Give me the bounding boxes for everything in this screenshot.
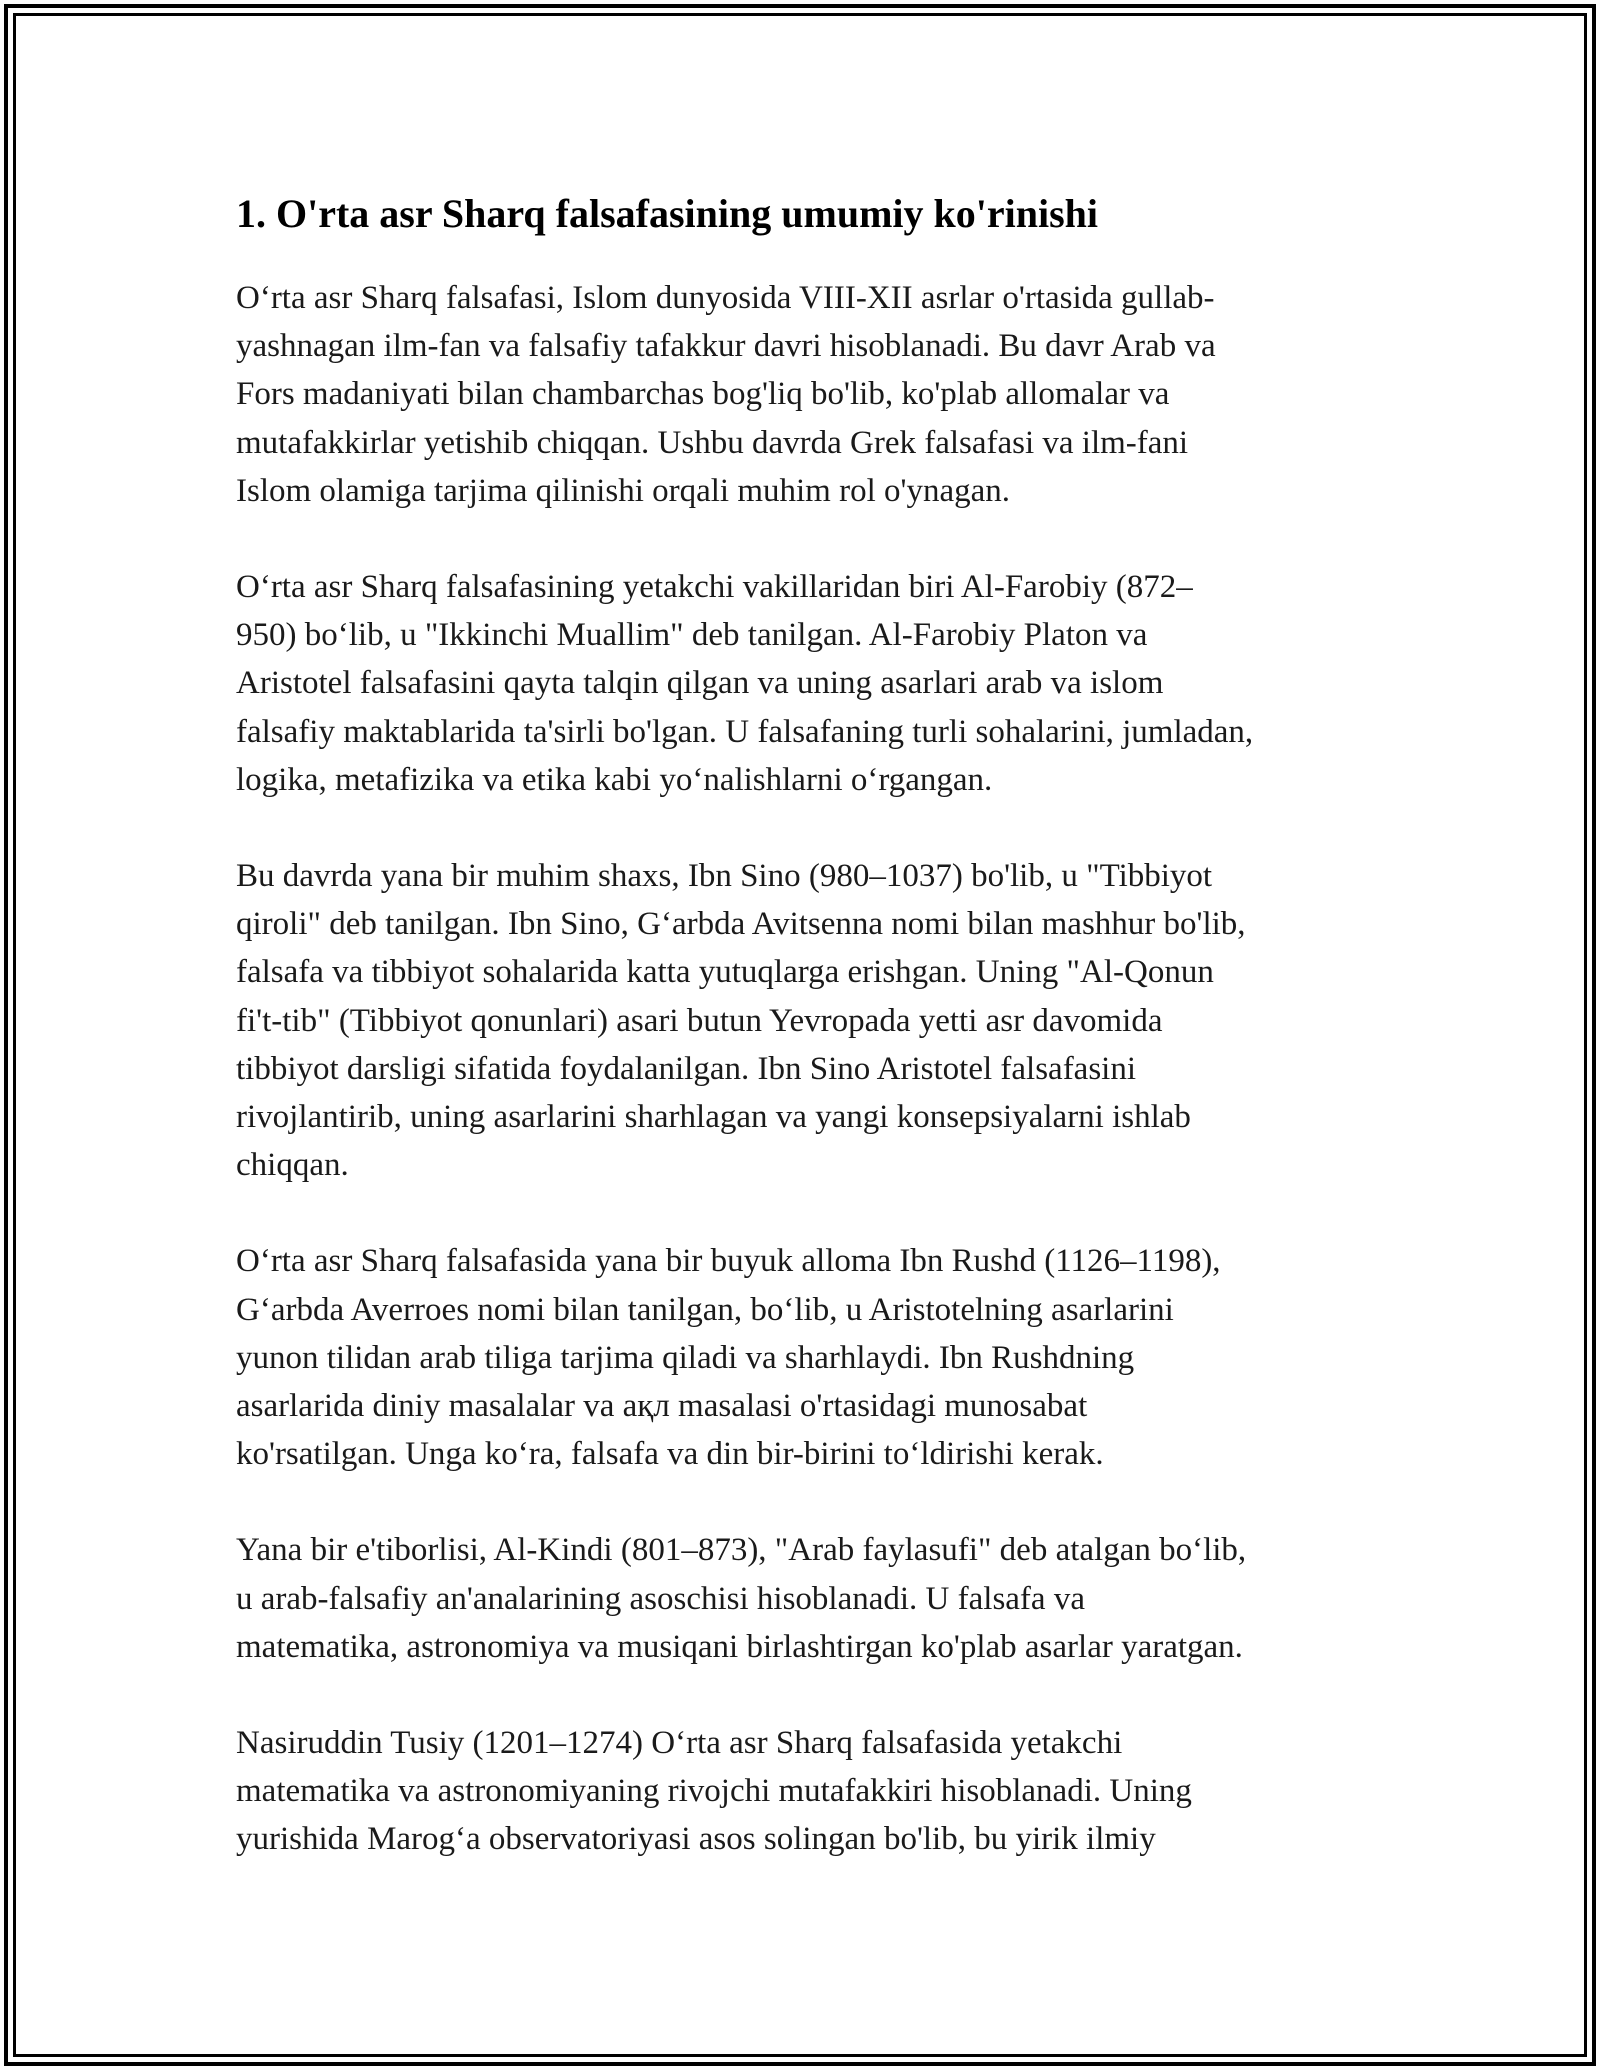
paragraph-ibn-sino [236,852,1366,1189]
paragraph-ibn-rushd [236,1237,1366,1478]
text-line: falsafa va tibbiyot sohalarida katta yutuqlarga erishgan. Uning "Al-Qonun [236,954,1214,991]
text-line: O‘rta asr Sharq falsafasi, Islom dunyosida VIII-XII asrlar o'rtasida gullab- [236,280,1215,316]
text-line: Nasiruddin Tusiy (1201–1274) O‘rta asr Sharq falsafasida yetakchi [236,1725,1123,1762]
text-line: matematika va astronomiyaning rivojchi mutafakkiri hisoblanadi. Uning [236,1773,1192,1810]
text-line: G‘arbda Averroes nomi bilan tanilgan, bo‘lib, u Aristotelning asarlarini [236,1291,1174,1328]
document-body [236,188,1366,1912]
text-line: mutafakkirlar yetishib chiqqan. Ushbu davrda Grek falsafasi va ilm-fani [236,424,1189,461]
paragraph-tusiy [236,1719,1366,1864]
paragraph-al-farobiy [236,563,1366,804]
text-line: Yana bir e'tiborlisi, Al-Kindi (801–873), "Arab faylasufi" deb atalgan bo‘lib, [236,1532,1247,1569]
text-line: fi't-tib" (Tibbiyot qonunlari) asari butun Yevropada yetti asr davomida [236,1002,1163,1039]
text-line: ko'rsatilgan. Unga ko‘ra, falsafa va din bir-birini to‘ldirishi kerak. [236,1436,1104,1473]
text-line: yurishida Marog‘a observatoriyasi asos solingan bo'lib, bu yirik ilmiy [236,1821,1156,1858]
text-line: Aristotel falsafasini qayta talqin qilgan va uning asarlari arab va islom [236,665,1164,702]
text-line: yunon tilidan arab tiliga tarjima qiladi va sharhlaydi. Ibn Rushdning [236,1339,1135,1376]
section-heading: 1. O'rta asr Sharq falsafasining umumiy ko'rinishi [236,191,1099,236]
paragraph-intro [236,274,1366,515]
text-line: O‘rta asr Sharq falsafasining yetakchi vakillaridan biri Al-Farobiy (872– [236,569,1193,606]
text-line: Bu davrda yana bir muhim shaxs, Ibn Sino (980–1037) bo'lib, u "Tibbiyot [236,858,1213,895]
text-line: 950) bo‘lib, u "Ikkinchi Muallim" deb tanilgan. Al-Farobiy Platon va [236,617,1148,654]
text-line: rivojlantirib, uning asarlarini sharhlagan va yangi konsepsiyalarni ishlab [236,1099,1191,1136]
text-line: matematika, astronomiya va musiqani birlashtirgan ko'plab asarlar yaratgan. [236,1628,1243,1665]
paragraph-al-kindi [236,1526,1366,1671]
text-line: O‘rta asr Sharq falsafasida yana bir buyuk alloma Ibn Rushd (1126–1198), [236,1243,1221,1280]
text-line: logika, metafizika va etika kabi yo‘nalishlarni o‘rgangan. [236,761,993,798]
text-line: u arab-falsafiy an'analarining asoschisi hisoblanadi. U falsafa va [236,1580,1085,1617]
text-line: yashnagan ilm-fan va falsafiy tafakkur davri hisoblanadi. Bu davr Arab va [236,328,1216,365]
text-line: chiqqan. [236,1147,349,1184]
text-line: tibbiyot darsligi sifatida foydalanilgan. Ibn Sino Aristotel falsafasini [236,1050,1137,1087]
text-line: Islom olamiga tarjima qilinishi orqali muhim rol o'ynagan. [236,472,1010,509]
text-line: Fors madaniyati bilan chambarchas bog'liq bo'lib, ko'plab allomalar va [236,376,1170,413]
text-line: falsafiy maktablarida ta'sirli bo'lgan. U falsafaning turli sohalarini, jumladan, [236,713,1254,750]
text-line: qiroli" deb tanilgan. Ibn Sino, G‘arbda Avitsenna nomi bilan mashhur bo'lib, [236,906,1246,943]
text-line: asarlarida diniy masalalar va aқл masalasi o'rtasidagi munosabat [236,1388,1088,1425]
